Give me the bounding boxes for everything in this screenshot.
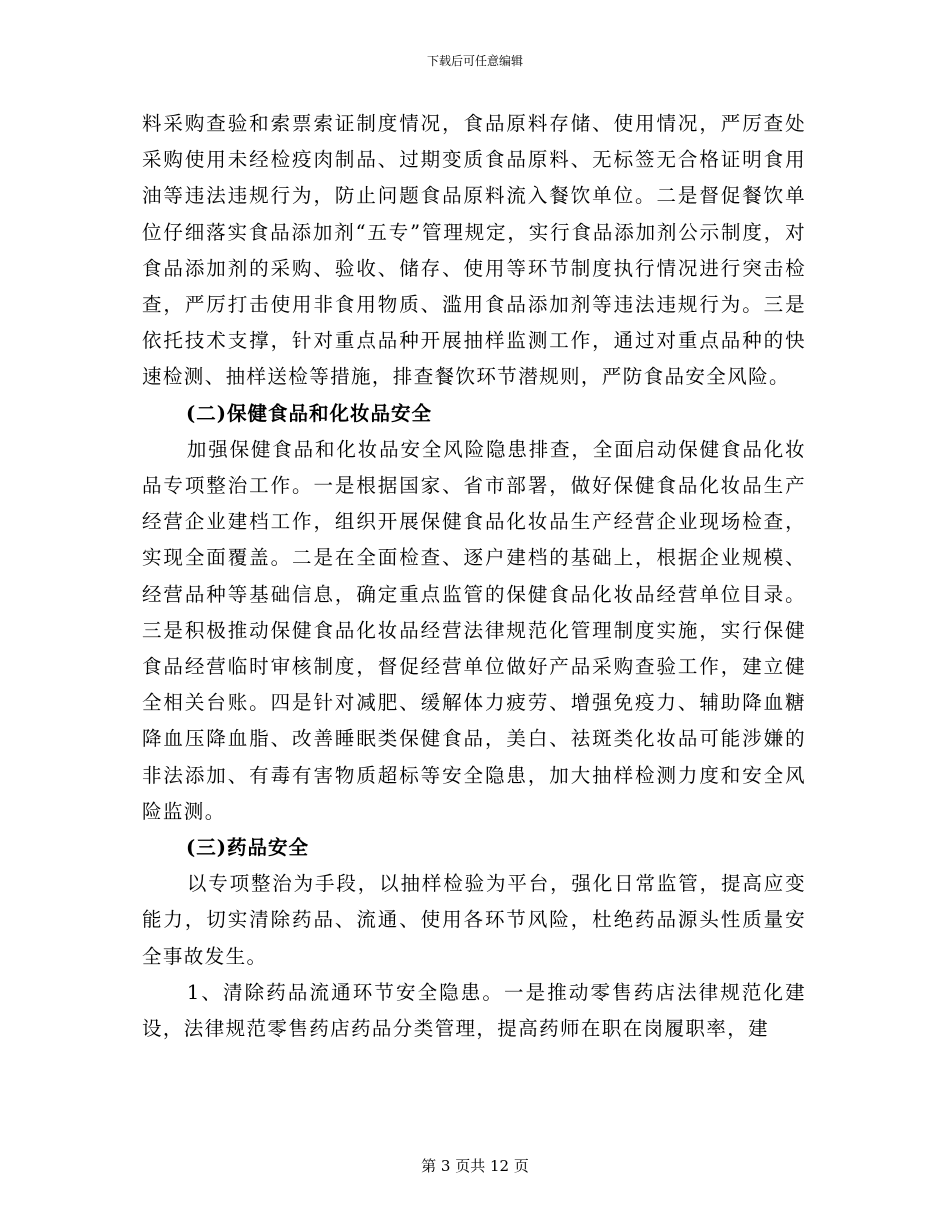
paragraph-drug-safety-intro: 以专项整治为手段，以抽样检验为平台，强化日常监管，提高应变能力，切实清除药品、流通、使用各环节风险，杜绝药品源头性质量安全事故发生。	[142, 872, 806, 968]
paragraph-food-raw-materials: 料采购查验和索票索证制度情况，食品原料存储、使用情况，严厉查处采购使用未经检疫肉制品、过期变质食品原料、无标签无合格证明食用油等违法违规行为，防止问题食品原料流入餐饮单位。二是督促餐饮单位仔细落实食品添加剂“五专”管理规定，实行食品添加剂公示制度，对食品添加剂的采购、验收、储存、使用等环节制度执行情况进行突击检查，严厉打击使用非食用物质、滥用食品添加剂等违法违规行为。三是依托技术支撑，针对重点品种开展抽样监测工作，通过对重点品种的快速检测、抽样送检等措施，排查餐饮环节潜规则，严防食品安全风险。	[142, 112, 806, 389]
document-body	[142, 106, 806, 1047]
section-heading-drug-safety: (三)药品安全	[186, 836, 309, 860]
page-header-note: 下载后可任意编辑	[426, 54, 523, 68]
section-heading-health-food-cosmetics: (二)保健食品和化妆品安全	[186, 401, 432, 425]
paragraph-health-food-cosmetics: 加强保健食品和化妆品安全风险隐患排查，全面启动保健食品化妆品专项整治工作。一是根据国家、省市部署，做好保健食品化妆品生产经营企业建档工作，组织开展保健食品化妆品生产经营企业现场检查，实现全面覆盖。二是在全面检查、逐户建档的基础上，根据企业规模、经营品种等基础信息，确定重点监管的保健食品化妆品经营单位目录。三是积极推动保健食品化妆品经营法律规范化管理制度实施，实行保健食品经营临时审核制度，督促经营单位做好产品采购查验工作，建立健全相关台账。四是针对减肥、缓解体力疲劳、增强免疫力、辅助降血糖降血压降血脂、改善睡眠类保健食品，美白、祛斑类化妆品可能涉嫌的非法添加、有毒有害物质超标等安全隐患，加大抽样检测力度和安全风险监测。	[142, 437, 806, 823]
paragraph-drug-circulation: 1、清除药品流通环节安全隐患。一是推动零售药店法律规范化建设，法律规范零售药店药品分类管理，提高药师在职在岗履职率，建	[142, 980, 806, 1041]
page-number: 第 3 页共 12 页	[421, 1157, 529, 1175]
